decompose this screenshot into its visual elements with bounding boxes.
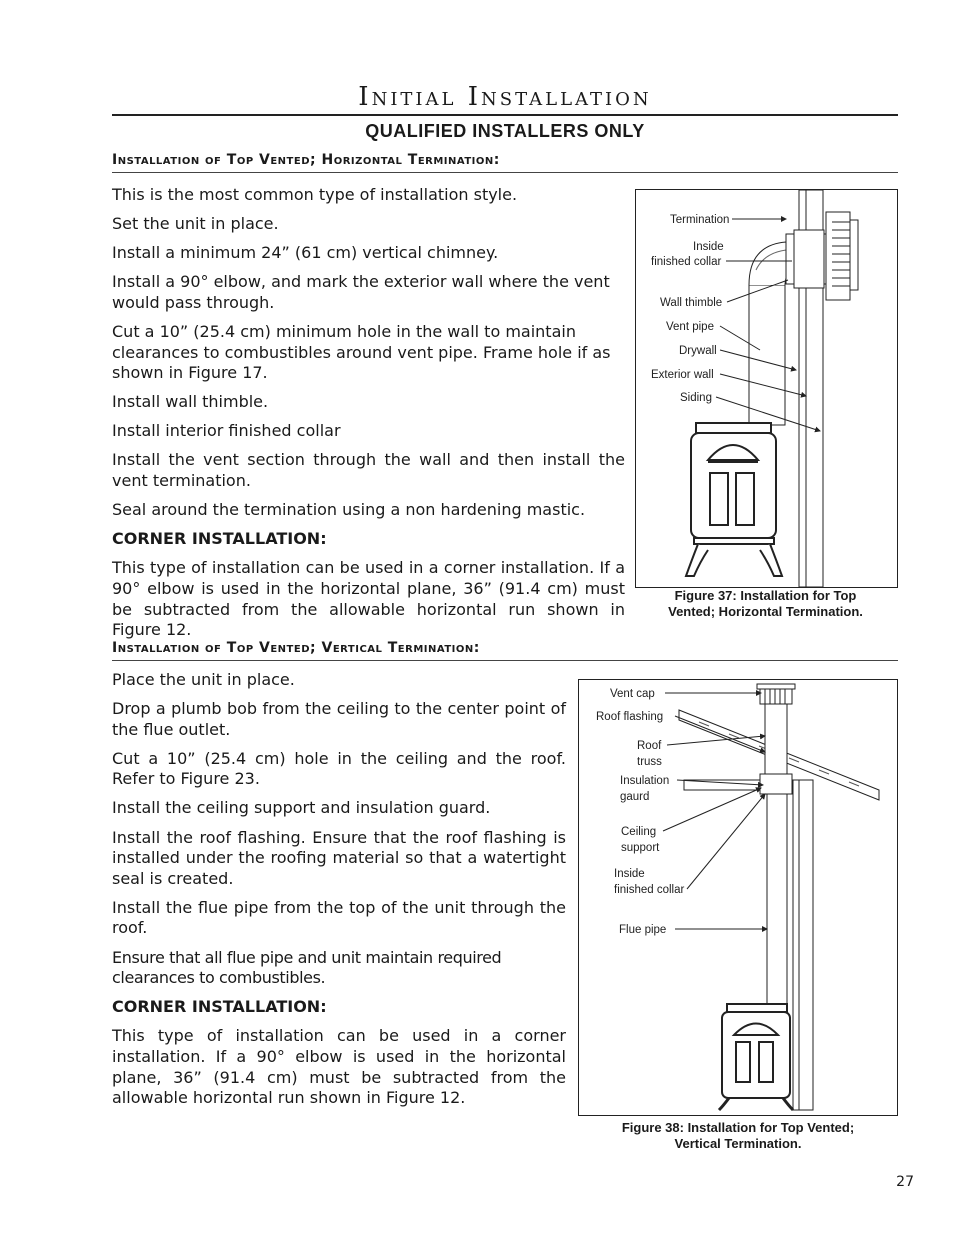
label-roof-flashing: Roof flashing	[596, 711, 664, 723]
label-roof: Roof	[637, 740, 662, 752]
paragraph: This type of installation can be used in a corner installation. If a 90° elbow is used in the horizontal plane, 36” (91.4 cm) must be subtracted from the allowable horizontal run shown in Figure 12.	[112, 558, 625, 640]
paragraph: Install a minimum 24” (61 cm) vertical chimney.	[112, 243, 499, 263]
label-inside: Inside	[614, 868, 645, 880]
label-support: support	[621, 842, 660, 854]
section1-body	[112, 185, 625, 649]
page-title: Initial Installation	[358, 82, 652, 112]
section2-body	[112, 670, 566, 1117]
section-heading-horizontal: Installation of Top Vented; Horizontal Termination:	[112, 152, 500, 168]
label-wall-thimble: Wall thimble	[660, 297, 723, 309]
label-truss: truss	[637, 756, 662, 768]
section-heading-vertical: Installation of Top Vented; Vertical Termination:	[112, 640, 480, 656]
label-finished-collar: finished collar	[614, 884, 685, 896]
paragraph: Install interior finished collar	[112, 421, 341, 441]
paragraph: Cut a 10” (25.4 cm) hole in the ceiling and the roof. Refer to Figure 23.	[112, 748, 566, 789]
paragraph: Install the vent section through the wall and then install the vent termination.	[112, 450, 625, 491]
corner-installation-heading: CORNER INSTALLATION:	[112, 529, 327, 549]
paragraph: Place the unit in place.	[112, 670, 295, 689]
figure-38-vertical-termination	[578, 679, 898, 1116]
label-insulation: Insulation	[620, 775, 670, 787]
figure-37-caption: Figure 37: Installation for Top Vented; Horizontal Termination.	[668, 588, 863, 619]
paragraph: Ensure that all flue pipe and unit maintain required clearances to combustibles.	[112, 947, 502, 988]
figure-38-drawing	[579, 680, 897, 1115]
label-vent-pipe: Vent pipe	[666, 321, 714, 333]
label-flue-pipe: Flue pipe	[619, 924, 667, 936]
paragraph: This type of installation can be used in a corner installation. If a 90° elbow is used in the horizontal plane, 36” (91.4 cm) must be subtracted from the allowable horizontal run shown in Figure 12.	[112, 1026, 566, 1108]
paragraph: This is the most common type of installation style.	[112, 185, 518, 204]
label-vent-cap: Vent cap	[610, 688, 655, 700]
label-exterior-wall: Exterior wall	[651, 369, 714, 381]
title-divider	[112, 114, 898, 116]
stove-illustration	[686, 423, 782, 576]
paragraph: Cut a 10” (25.4 cm) minimum hole in the wall to maintain clearances to combustibles around vent pipe. Frame hole if as shown in Figure 17.	[112, 321, 611, 383]
paragraph: Install a 90° elbow, and mark the exterior wall where the vent would pass through.	[112, 272, 610, 312]
label-drywall: Drywall	[679, 345, 717, 357]
paragraph: Drop a plumb bob from the ceiling to the center point of the flue outlet.	[112, 699, 566, 739]
section-divider	[112, 172, 898, 173]
stove-illustration	[719, 1004, 793, 1110]
page-number: 27	[896, 1174, 914, 1190]
label-gaurd: gaurd	[620, 791, 650, 803]
corner-installation-heading: CORNER INSTALLATION:	[112, 997, 327, 1017]
label-inside: Inside	[693, 241, 724, 253]
paragraph: Set the unit in place.	[112, 214, 279, 234]
paragraph: Install the roof flashing. Ensure that the roof flashing is installed under the roofing material so that a watertight seal is created.	[112, 827, 566, 888]
paragraph: Install the ceiling support and insulation guard.	[112, 798, 491, 818]
figure-37-horizontal-termination	[635, 189, 898, 588]
paragraph: Install wall thimble.	[112, 392, 269, 412]
paragraph: Install the flue pipe from the top of the unit through the roof.	[112, 897, 566, 938]
figure-37-drawing	[636, 190, 897, 587]
paragraph: Seal around the termination using a non hardening mastic.	[112, 500, 586, 520]
label-ceiling: Ceiling	[621, 826, 657, 838]
section-divider	[112, 660, 898, 661]
figure-38-caption: Figure 38: Installation for Top Vented; Vertical Termination.	[621, 1120, 855, 1151]
label-termination: Termination	[670, 214, 730, 226]
label-siding: Siding	[680, 392, 712, 404]
page-subtitle: QUALIFIED INSTALLERS ONLY	[365, 121, 645, 141]
label-finished-collar: finished collar	[651, 256, 722, 268]
